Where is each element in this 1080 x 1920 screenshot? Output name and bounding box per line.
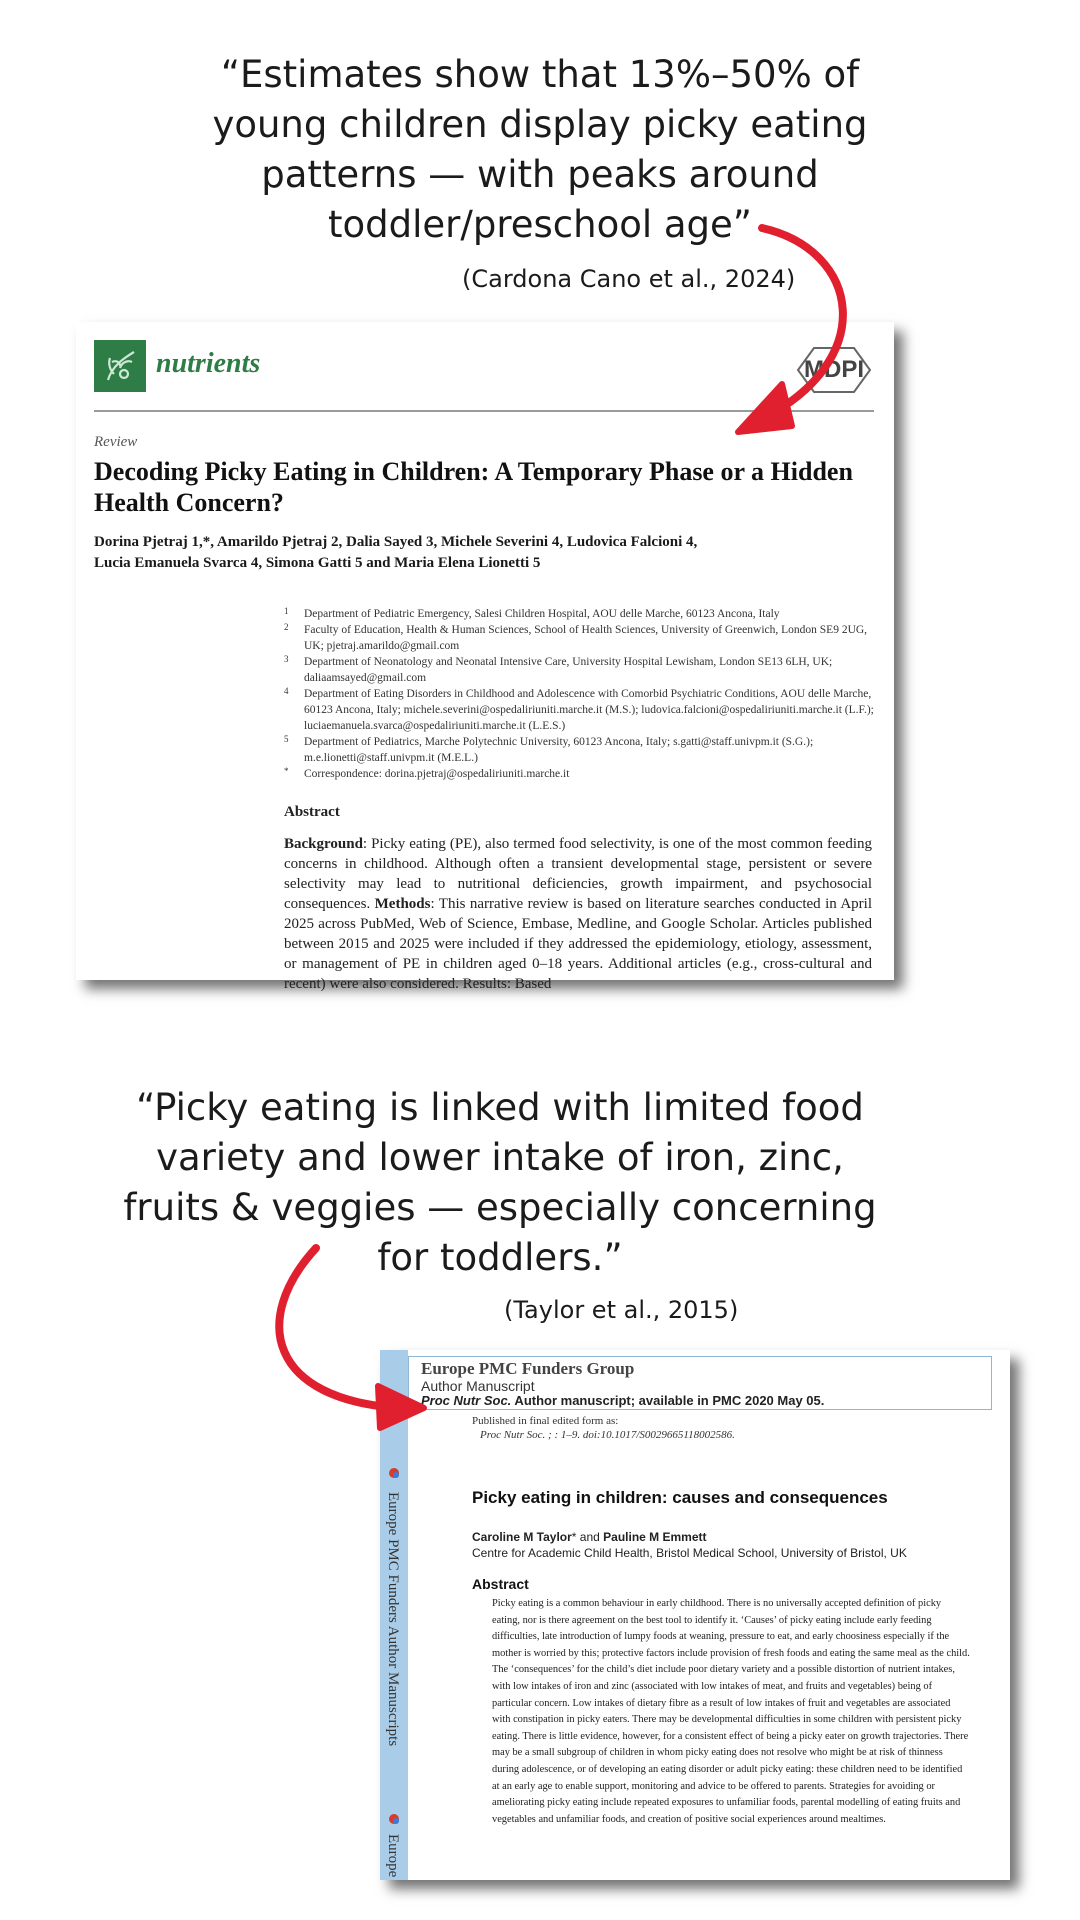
affiliation-item: 3 Department of Neonatology and Neonatal Intensive Care, University Hospital Lewisham, London SE13 6LH, UK; daliaamsayed@gmail.com [284, 654, 833, 684]
publisher-name: MDPI [804, 356, 864, 383]
abstract-text: Picky eating is a common behaviour in early childhood. There is no universally accepted definition of picky eating, nor is there agreement on the best tool to identify it. ‘Causes’ of picky eating include early feeding difficulties, late introduction of lumpy foods at weaning, pressure to eat, and early choosiness especially if the mother is worried by this; protective factors include provision of fresh foods and eating the same meal as the child. The ‘consequences’ for the child’s diet include poor dietary variety and a possible distortion of nutrient intakes, with low intakes of iron and zinc (associated with low intakes of meat, and fruits and vegetables) being of particular concern. Low intakes of dietary fibre as a result of low intakes of fruit and vegetables are associated with constipation in picky eaters. There may be developmental difficulties in some children with persistent picky eating. There is little evidence, however, for a consistent effect of being a picky eater on growth trajectories. There may be a small subgroup of children in whom picky eating does not resolve who might be at risk of thinness during adolescence, or of developing an eating disorder or adult picky eating: these children need to be identified at an early age to enable support, monitoring and advice to be offered to parents. Strategies for avoiding or ameliorating picky eating include repeated exposures to unfamiliar foods, parental modelling of eating fruits and vegetables and unfamiliar foods, and creation of positive social experiences around mealtimes. [492, 1598, 970, 1825]
abstract-text: Background: Picky eating (PE), also termed food selectivity, is one of the most common feeding concerns in childhood. Although often a transient developmental stage, persistent or severe selectivity may lead to nutritional deficiencies, growth impairment, and psychosocial consequences. Methods: This narrative review is based on literature searches conducted in April 2025 across PubMed, Web of Science, Embase, Medline, and Google Scholar. Articles published between 2015 and 2025 were included if they addressed the epidemiology, etiology, assessment, or management of PE in children aged 0–18 years. Additional articles (e.g., cross-cultural and recent) were also considered. Results: Based [284, 836, 872, 992]
correspondence: * Correspondence: dorina.pjetraj@ospedaliriuniti.marche.it [284, 766, 570, 780]
affiliation-item: 5 Department of Pediatrics, Marche Polytechnic University, 60123 Ancona, Italy; s.gatti@staff.univpm.it (S.G.); m.e.lionetti@staff.univpm.it (M.E.L.) [284, 734, 814, 764]
sidebar-text: Europe PMC Funders Author Manuscripts [385, 1492, 401, 1747]
quote-2-line-1: “Picky eating is linked with limited food [136, 1086, 864, 1129]
author-list: Caroline M Taylor* and Pauline M Emmett [472, 1530, 707, 1544]
author-manuscript-label: Author Manuscript [421, 1378, 535, 1394]
quote-2-citation: (Taylor et al., 2015) [504, 1296, 739, 1324]
author-line-1: Dorina Pjetraj 1,*, Amarildo Pjetraj 2, Dalia Sayed 3, Michele Severini 4, Ludovica Falcioni 4, [94, 534, 698, 550]
quote-2-line-3: fruits & veggies — especially concerning [123, 1186, 877, 1229]
abstract-heading: Abstract [472, 1576, 529, 1592]
quote-2-line-4: for toddlers.” [377, 1236, 623, 1279]
background-label: Background [284, 836, 363, 852]
affiliation-item: 2 Faculty of Education, Health & Human Sciences, School of Health Sciences, University of Greenwich, London SE9 2UG, UK; pjetraj.amarildo@gmail.com [284, 622, 868, 652]
abstract-heading: Abstract [284, 804, 340, 820]
methods-label: Methods [374, 896, 431, 912]
quote-1-line-4: toddler/preschool age” [328, 203, 752, 246]
article-title: Picky eating in children: causes and consequences [472, 1488, 888, 1507]
published-info: Published in final edited form as: Proc Nutr Soc. ; : 1–9. doi:10.1017/S0029665118002586. [472, 1415, 735, 1441]
affiliation: Centre for Academic Child Health, Bristol Medical School, University of Bristol, UK [472, 1546, 907, 1560]
quote-1-line-2: young children display picky eating [212, 103, 868, 146]
author-line-2: Lucia Emanuela Svarca 4, Simona Gatti 5 and Maria Elena Lionetti 5 [94, 555, 541, 571]
affiliation-item: 1 Department of Pediatric Emergency, Salesi Children Hospital, AOU delle Marche, 60123 Ancona, Italy [284, 606, 780, 620]
article-title: Decoding Picky Eating in Children: A Temporary Phase or a Hidden Health Concern? [94, 457, 853, 517]
article-type: Review [94, 434, 138, 450]
journal-name: nutrients [156, 348, 261, 379]
funders-group: Europe PMC Funders Group [421, 1359, 635, 1378]
affiliation-item: 4 Department of Eating Disorders in Childhood and Adolescence with Comorbid Psychiatric Conditions, AOU delle Marche, 60123 Ancona, Italy; michele.severini@ospedaliriuniti.marche.it (M.S.); ludovica.falcioni@ospedaliriuniti.marche.it (L.F.); luciaemanuela.svarca@ospedaliriuniti.marche.it (L.E.S.) [284, 686, 874, 732]
sidebar-text-2: Europe [385, 1834, 401, 1878]
quote-2-line-2: variety and lower intake of iron, zinc, [156, 1136, 844, 1179]
quote-1-line-3: patterns — with peaks around [261, 153, 819, 196]
quote-1-line-1: “Estimates show that 13%–50% of [220, 53, 860, 96]
quote-1-citation: (Cardona Cano et al., 2024) [462, 265, 796, 293]
journal-availability: Proc Nutr Soc. Author manuscript; available in PMC 2020 May 05. [421, 1393, 825, 1408]
